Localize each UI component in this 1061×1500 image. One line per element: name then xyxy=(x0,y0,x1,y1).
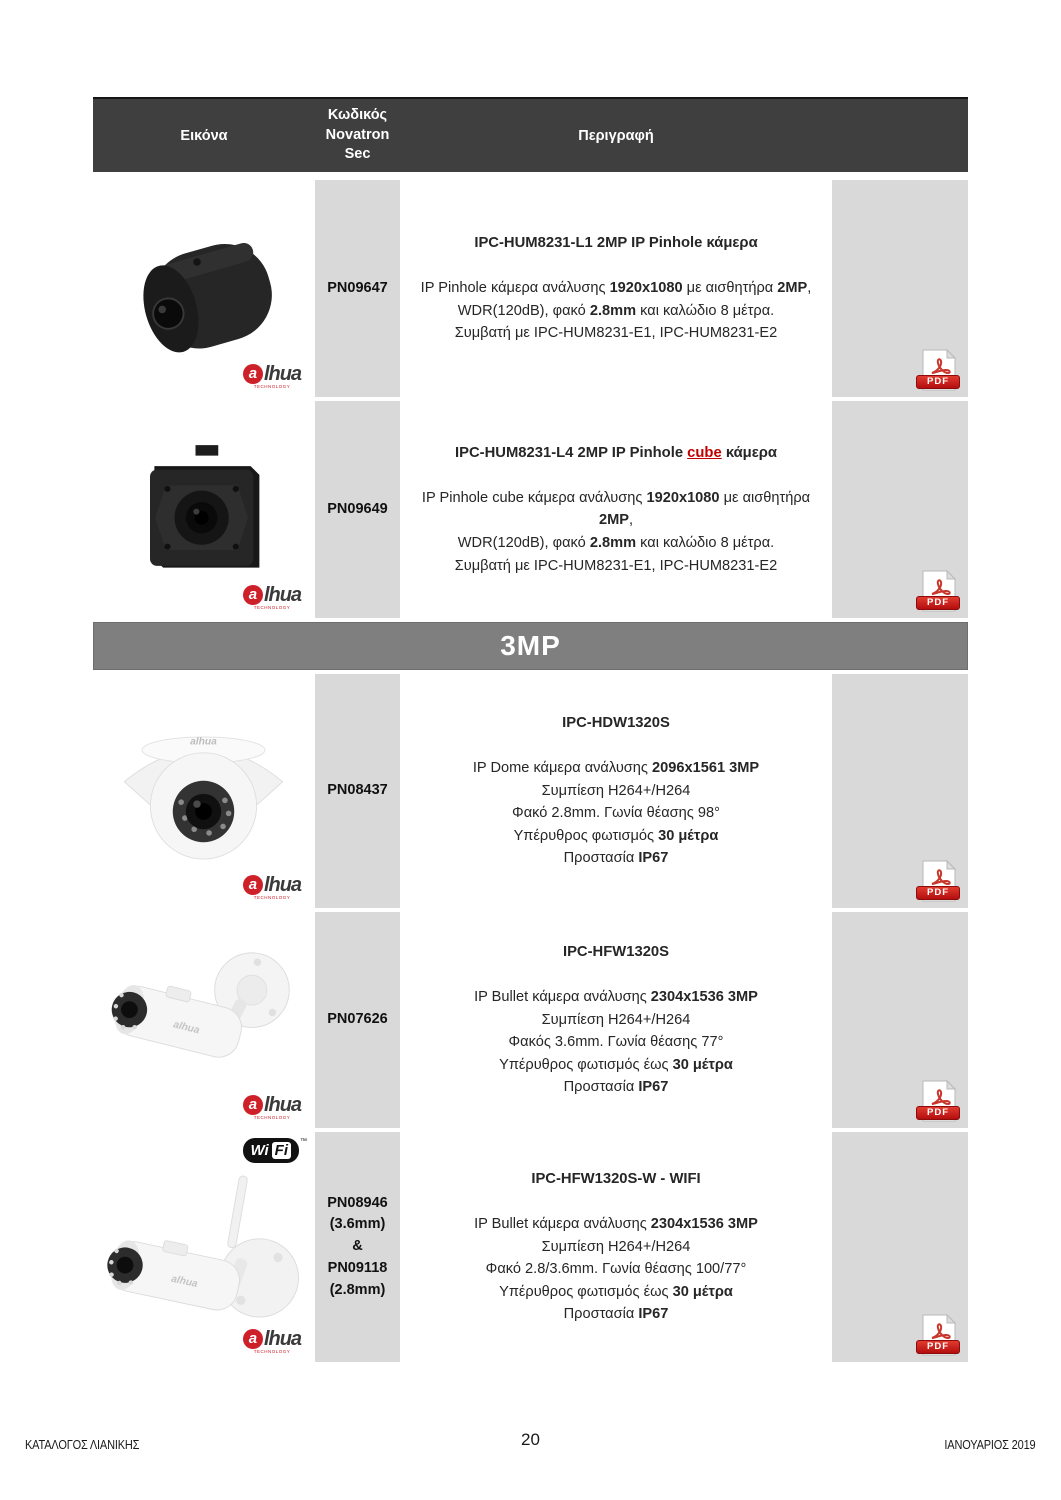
product-description xyxy=(400,180,832,397)
product-description xyxy=(400,674,832,908)
header-col-description: Περιγραφή xyxy=(578,127,654,144)
description-line: IP Bullet κάμερα ανάλυσης 2304x1536 3MP xyxy=(474,988,758,1005)
product-code: PN08946 (3.6mm) & PN09118 (2.8mm) xyxy=(315,1132,400,1362)
product-title: IPC-HDW1320S xyxy=(562,715,670,732)
description-line: IP Bullet κάμερα ανάλυσης 2304x1536 3MP xyxy=(474,1215,758,1232)
description-line: Φακό 2.8mm. Γωνία θέασης 98° xyxy=(512,805,720,822)
description-line: Συμπίεση H264+/H264 xyxy=(541,1011,691,1028)
pdf-cell xyxy=(832,180,968,397)
description-line: Προστασία IP67 xyxy=(563,1306,669,1323)
section-header-3mp: 3MP xyxy=(93,622,968,670)
product-title: IPC-HFW1320S xyxy=(562,944,670,961)
dahua-a-icon: a xyxy=(243,585,263,605)
dahua-a-icon: a xyxy=(243,875,263,895)
header-col-image: Εικόνα xyxy=(180,127,228,144)
dahua-a-icon: a xyxy=(243,1095,263,1115)
description-line: Υπέρυθρος φωτισμός έως 30 μέτρα xyxy=(499,1283,733,1300)
description-line: Υπέρυθρος φωτισμός έως 30 μέτρα xyxy=(499,1056,733,1073)
pdf-download-icon[interactable] xyxy=(920,1080,958,1122)
pdf-label: PDF xyxy=(916,596,960,610)
description-line: Συμβατή με IPC-HUM8231-E1, IPC-HUM8231-E2 xyxy=(454,325,778,342)
dahua-logo: a lhua TECHNOLOGY xyxy=(235,1095,309,1121)
description-line: IP Pinhole cube κάμερα ανάλυσης 1920x1080 με αισθητήρα 2MP, xyxy=(421,489,811,529)
dome-camera-image xyxy=(93,674,315,908)
pdf-download-icon[interactable] xyxy=(920,1314,958,1356)
pdf-cell xyxy=(832,674,968,908)
page-number: 20 xyxy=(521,1430,540,1449)
pdf-cell xyxy=(832,401,968,618)
description-line: Συμπίεση H264+/H264 xyxy=(541,1238,691,1255)
description-line: Συμβατή με IPC-HUM8231-E1, IPC-HUM8231-E2 xyxy=(454,557,778,574)
product-image-cell xyxy=(93,912,315,1128)
dahua-logo: a lhua TECHNOLOGY xyxy=(235,364,309,390)
table-row xyxy=(93,1132,968,1362)
product-title: IPC-HUM8231-L4 2MP IP Pinhole cube κάμερα xyxy=(455,444,777,461)
pdf-label: PDF xyxy=(916,375,960,389)
dahua-logo: a lhua TECHNOLOGY xyxy=(235,585,309,611)
product-title: IPC-HUM8231-L1 2MP IP Pinhole κάμερα xyxy=(474,235,758,252)
dahua-logo: a lhua TECHNOLOGY xyxy=(235,1329,309,1355)
wifi-badge: Wi Fi ™ xyxy=(243,1138,307,1163)
svg-text:alhua: alhua xyxy=(171,1019,201,1037)
description-line: Προστασία IP67 xyxy=(563,1079,669,1096)
pdf-cell xyxy=(832,1132,968,1362)
product-code: PN07626 xyxy=(315,912,400,1128)
product-code: PN08437 xyxy=(315,674,400,908)
product-code: PN09649 xyxy=(315,401,400,618)
pdf-download-icon[interactable] xyxy=(920,860,958,902)
description-line: IP Dome κάμερα ανάλυσης 2096x1561 3MP xyxy=(472,759,760,776)
product-image-cell xyxy=(93,1132,315,1362)
pdf-download-icon[interactable] xyxy=(920,570,958,612)
table-row xyxy=(93,912,968,1128)
dahua-a-icon: a xyxy=(243,364,263,384)
table-row xyxy=(93,674,968,908)
description-line: IP Pinhole κάμερα ανάλυσης 1920x1080 με αισθητήρα 2MP, xyxy=(420,280,812,297)
table-header xyxy=(93,97,968,172)
description-line: Φακό 2.8/3.6mm. Γωνία θέασης 100/77° xyxy=(485,1261,747,1278)
header-col-code: Κωδικός Novatron Sec xyxy=(325,107,390,163)
pdf-download-icon[interactable] xyxy=(920,349,958,391)
product-image-cell xyxy=(93,674,315,908)
svg-text:alhua: alhua xyxy=(170,1273,199,1291)
pdf-cell xyxy=(832,912,968,1128)
description-line: Φακός 3.6mm. Γωνία θέασης 77° xyxy=(508,1034,724,1051)
dahua-logo: a lhua TECHNOLOGY xyxy=(235,875,309,901)
table-row xyxy=(93,401,968,618)
product-description xyxy=(400,912,832,1128)
product-table xyxy=(93,97,968,1366)
product-image-cell xyxy=(93,401,315,618)
product-code: PN09647 xyxy=(315,180,400,397)
product-description xyxy=(400,401,832,618)
product-title: IPC-HFW1320S-W - WIFI xyxy=(531,1171,701,1188)
pdf-label: PDF xyxy=(916,1340,960,1354)
footer-date-label: ΙΑΝΟΥΑΡΙΟΣ 2019 xyxy=(943,1438,1035,1452)
footer-catalog-label: ΚΑΤΑΛΟΓΟΣ ΛΙΑΝΙΚΗΣ xyxy=(25,1438,140,1452)
description-line: Προστασία IP67 xyxy=(563,850,669,867)
dahua-a-icon: a xyxy=(243,1329,263,1349)
description-line: Συμπίεση H264+/H264 xyxy=(541,782,691,799)
table-row xyxy=(93,180,968,397)
product-description xyxy=(400,1132,832,1362)
description-line: WDR(120dB), φακό 2.8mm και καλώδιο 8 μέτρα. xyxy=(457,302,775,319)
svg-text:alhua: alhua xyxy=(190,736,217,748)
description-line: WDR(120dB), φακό 2.8mm και καλώδιο 8 μέτρα. xyxy=(457,534,775,551)
description-line: Υπέρυθρος φωτισμός 30 μέτρα xyxy=(513,827,719,844)
pdf-label: PDF xyxy=(916,1106,960,1120)
pdf-label: PDF xyxy=(916,886,960,900)
product-image-cell xyxy=(93,180,315,397)
